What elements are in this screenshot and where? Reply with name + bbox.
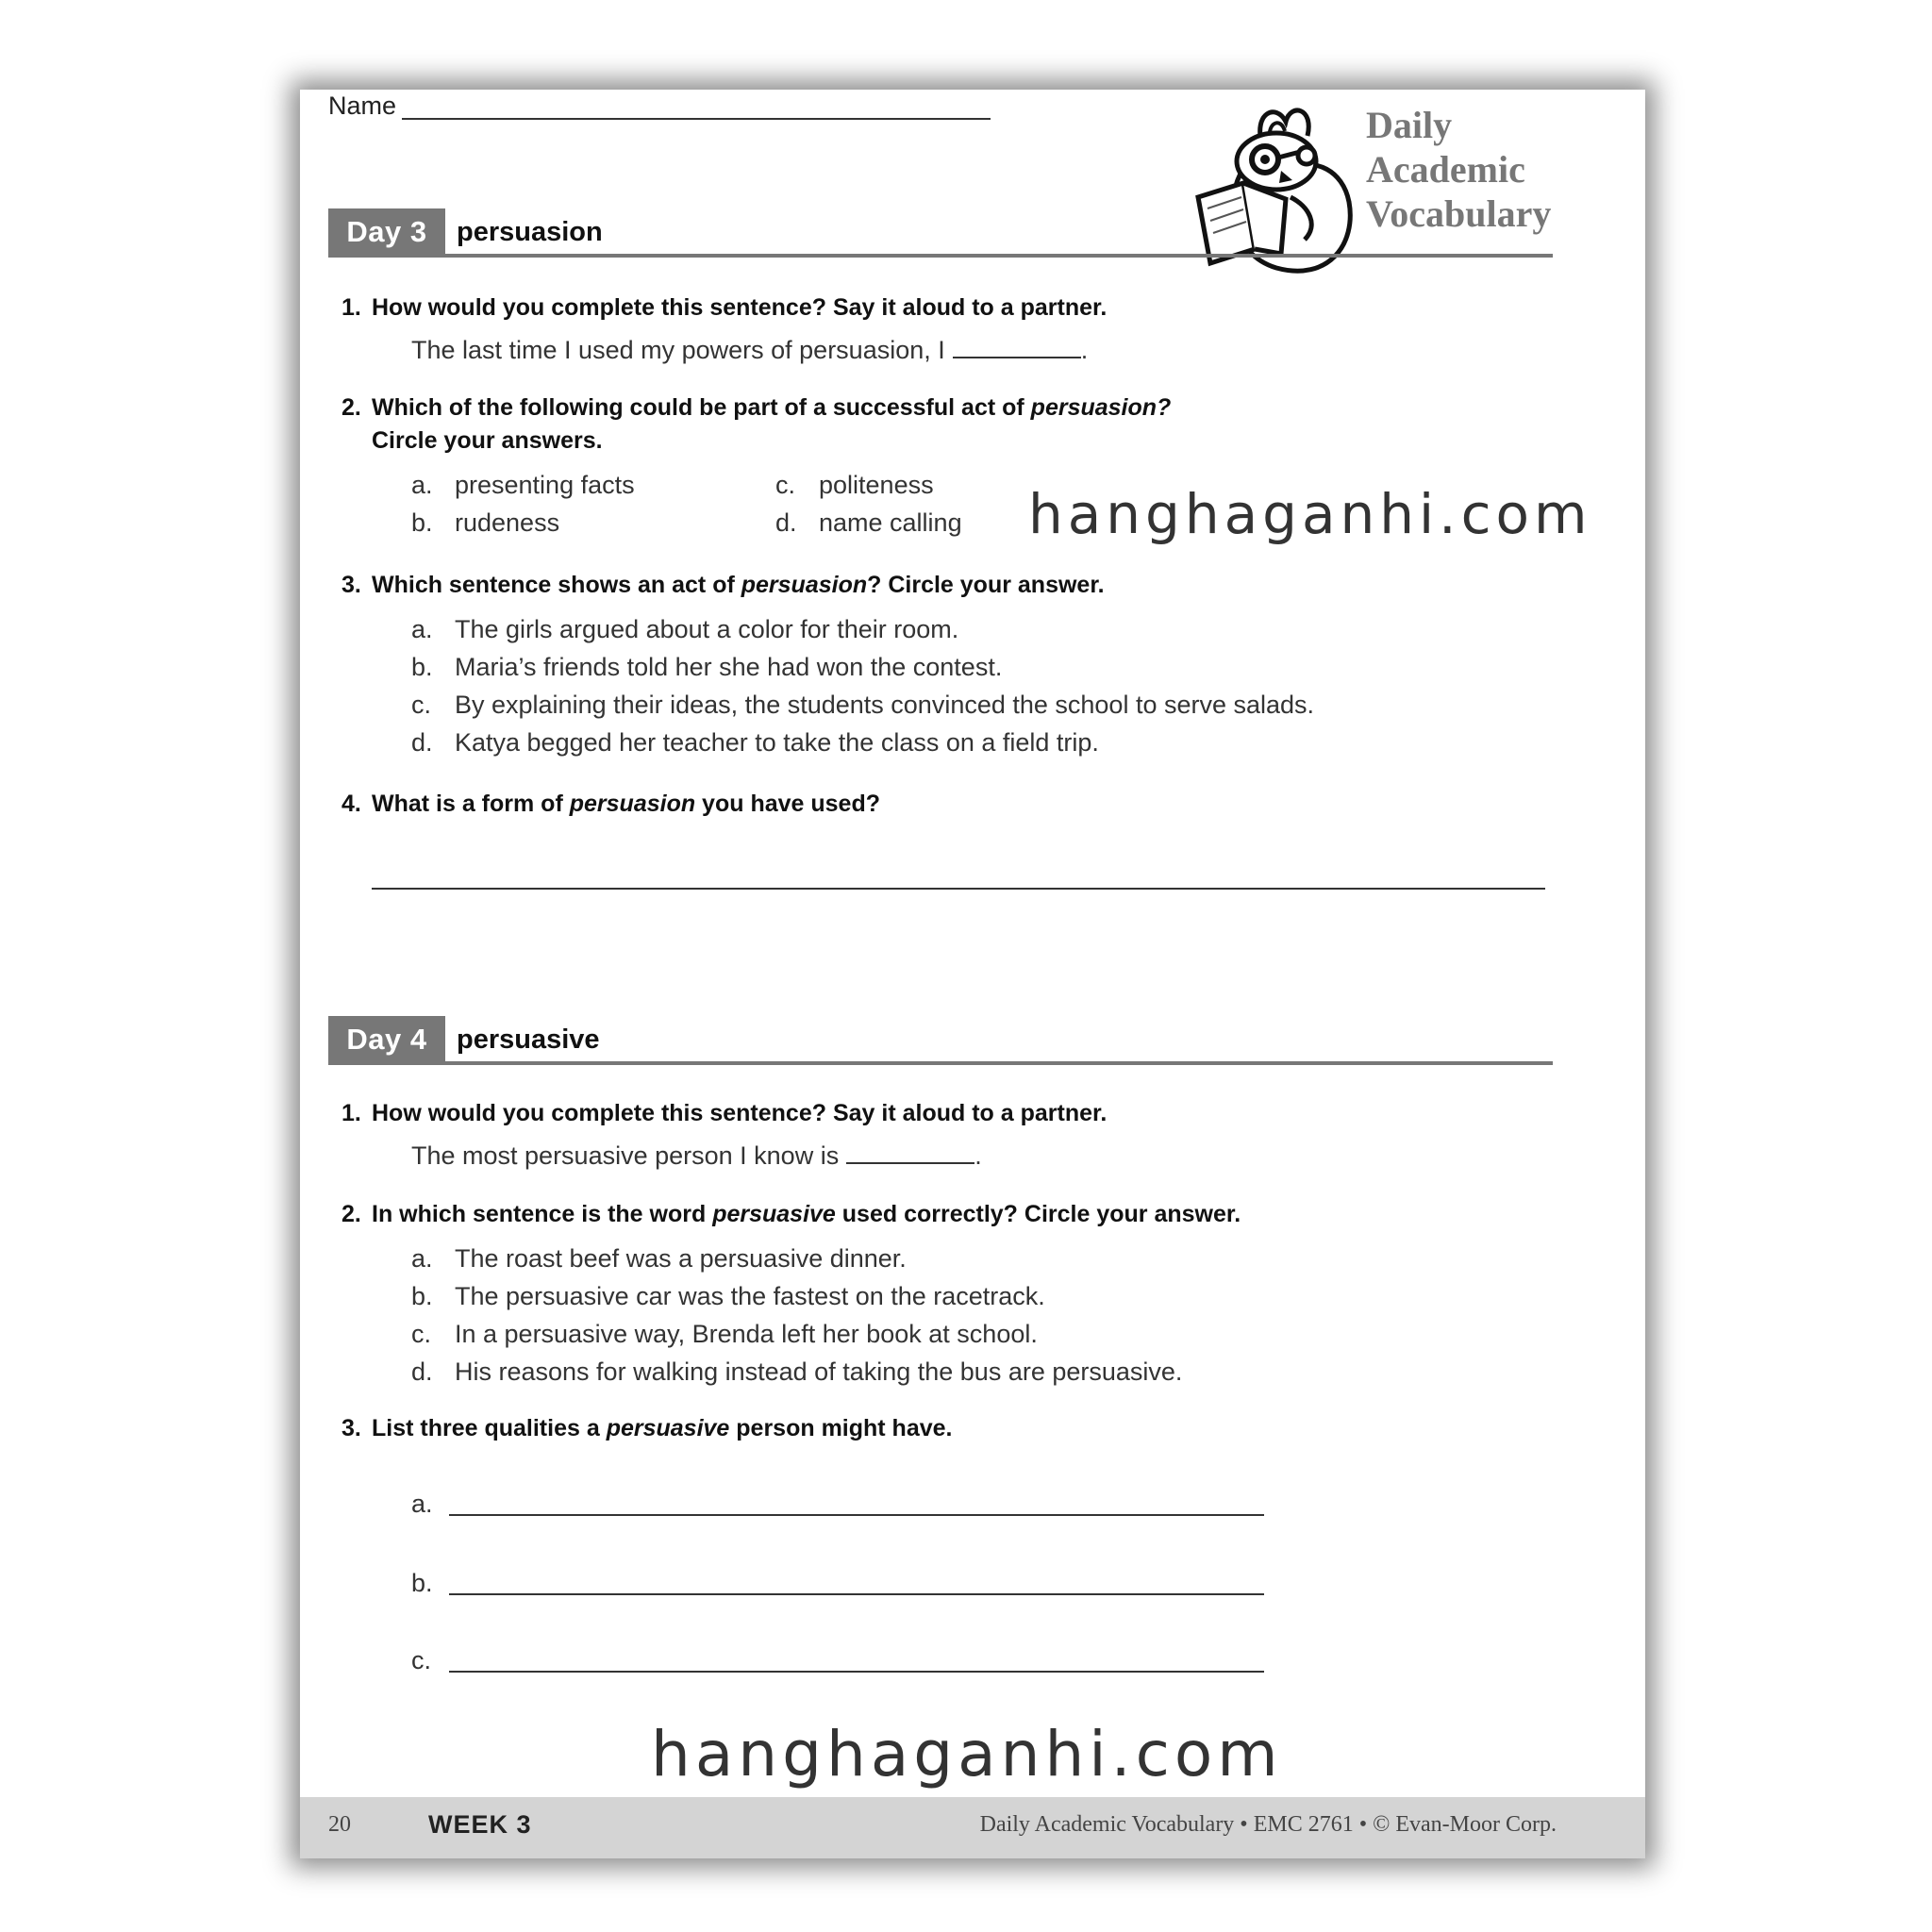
day4-q3-letter-c: c. <box>411 1646 432 1674</box>
day3-q2-option-c[interactable] <box>775 467 934 503</box>
day3-q1 <box>341 291 1107 325</box>
day4-q3-em: persuasive <box>606 1415 730 1441</box>
day4-header <box>328 1016 1553 1063</box>
day3-q3-option-a[interactable] <box>411 611 958 647</box>
footer-bar <box>300 1797 1645 1858</box>
option-text: The roast beef was a persuasive dinner. <box>455 1244 907 1273</box>
day4-q3-answer-line-c[interactable] <box>449 1671 1264 1673</box>
day3-q2-num: 2. <box>341 394 361 421</box>
day3-header <box>328 208 1553 256</box>
day4-q3-answer-line-b[interactable] <box>449 1593 1264 1595</box>
day4-q2-option-c[interactable] <box>411 1316 1038 1352</box>
option-letter: c. <box>411 1320 432 1348</box>
day4-q2-num: 2. <box>341 1201 361 1227</box>
option-text: rudeness <box>455 508 560 537</box>
day4-q3-answer-line-a[interactable] <box>449 1514 1264 1516</box>
day3-word: persuasion <box>457 217 603 247</box>
page-number: 20 <box>328 1812 351 1837</box>
option-letter: c. <box>411 691 432 719</box>
day4-rule <box>328 1061 1553 1065</box>
day4-q3-post: person might have. <box>729 1415 953 1441</box>
option-letter: a. <box>411 471 433 499</box>
logo-line-daily: Daily <box>1366 104 1453 146</box>
day3-q2 <box>341 391 1171 425</box>
day4-word: persuasive <box>457 1024 600 1055</box>
option-text: His reasons for walking instead of taking the bus are persuasive. <box>455 1357 1183 1386</box>
day3-q4-post: you have used? <box>695 791 880 817</box>
day4-tag: Day 4 <box>328 1016 445 1063</box>
day4-q2-option-d[interactable] <box>411 1354 1182 1390</box>
day3-q3-num: 3. <box>341 572 361 598</box>
day3-q4-answer-line[interactable] <box>372 888 1545 890</box>
option-text: By explaining their ideas, the students convinced the school to serve salads. <box>455 691 1315 719</box>
day4-q2-option-b[interactable] <box>411 1278 1045 1314</box>
day4-q2 <box>341 1198 1241 1231</box>
option-letter: c. <box>775 471 796 499</box>
option-letter: a. <box>411 615 433 643</box>
day3-q2-option-a[interactable] <box>411 467 635 503</box>
option-text: name calling <box>819 508 962 537</box>
day4-q3-letter-a: a. <box>411 1490 433 1518</box>
day3-q1-end: . <box>1080 336 1089 364</box>
name-line[interactable] <box>402 118 991 120</box>
day3-q2-line2: Circle your answers. <box>372 427 603 454</box>
option-text: politeness <box>819 471 934 499</box>
day4-q2-option-a[interactable] <box>411 1241 907 1276</box>
day3-q1-prompt: The last time I used my powers of persuasion, I <box>411 336 945 364</box>
day3-q3-option-c[interactable] <box>411 687 1314 723</box>
day4-q3-pre: List three qualities a <box>372 1415 607 1441</box>
option-letter: b. <box>411 653 433 681</box>
option-text: Maria’s friends told her she had won the contest. <box>455 653 1003 681</box>
footer-credit: Daily Academic Vocabulary • EMC 2761 • © Evan-Moor Corp. <box>979 1812 1557 1837</box>
option-text: The girls argued about a color for their room. <box>455 615 959 643</box>
option-letter: b. <box>411 1282 433 1310</box>
day4-q2-em: persuasive <box>712 1201 836 1227</box>
option-text: The persuasive car was the fastest on the racetrack. <box>455 1282 1045 1310</box>
day3-q3-em: persuasion <box>741 572 868 598</box>
option-letter: d. <box>411 1357 433 1386</box>
day3-q3-option-d[interactable] <box>411 724 1099 760</box>
day3-tag: Day 3 <box>328 208 445 256</box>
option-text: Katya begged her teacher to take the class on a field trip. <box>455 728 1099 757</box>
day3-q3-pre: Which sentence shows an act of <box>372 572 741 598</box>
day3-q3-option-b[interactable] <box>411 649 1002 685</box>
day3-q3-post: ? Circle your answer. <box>867 572 1105 598</box>
watermark-bottom: hanghaganhi.com <box>651 1718 1283 1790</box>
option-letter: b. <box>411 508 433 537</box>
day4-q1-text: How would you complete this sentence? Say it aloud to a partner. <box>372 1100 1108 1126</box>
watermark-top: hanghaganhi.com <box>1028 482 1592 546</box>
day3-q4 <box>341 788 880 821</box>
day3-q1-num: 1. <box>341 294 361 321</box>
day4-q3 <box>341 1412 953 1445</box>
day3-rule <box>328 254 1553 258</box>
option-letter: d. <box>411 728 433 757</box>
day4-q1-prompt: The most persuasive person I know is <box>411 1141 840 1170</box>
day4-q1-blank[interactable] <box>846 1160 974 1164</box>
day4-q2-post: used correctly? Circle your answer. <box>835 1201 1241 1227</box>
day4-q3-letter-b: b. <box>411 1569 433 1597</box>
option-text: In a persuasive way, Brenda left her book at school. <box>455 1320 1038 1348</box>
day3-q2-em: persuasion <box>1030 394 1158 421</box>
day3-q1-text: How would you complete this sentence? Say it aloud to a partner. <box>372 294 1108 321</box>
day4-q1-num: 1. <box>341 1100 361 1126</box>
day4-q1-prompt-row <box>411 1139 982 1173</box>
day4-q1 <box>341 1097 1107 1130</box>
day3-q4-em: persuasion <box>569 791 696 817</box>
week-label: WEEK 3 <box>428 1810 532 1839</box>
worksheet-page <box>300 90 1645 1858</box>
day4-q1-end: . <box>974 1141 982 1170</box>
day3-q4-pre: What is a form of <box>372 791 570 817</box>
day3-q2-pre: Which of the following could be part of a successful act of <box>372 394 1031 421</box>
day3-q2-post: ? <box>1157 394 1172 421</box>
day3-q4-num: 4. <box>341 791 361 817</box>
day4-q2-pre: In which sentence is the word <box>372 1201 713 1227</box>
day3-q1-blank[interactable] <box>953 355 1081 358</box>
option-letter: a. <box>411 1244 433 1273</box>
option-text: presenting facts <box>455 471 635 499</box>
day3-q2-option-b[interactable] <box>411 505 559 541</box>
logo-line-academic: Academic <box>1366 148 1525 191</box>
option-letter: d. <box>775 508 797 537</box>
name-label: Name <box>328 92 397 120</box>
day3-q1-prompt-row <box>411 333 1088 367</box>
day4-q3-num: 3. <box>341 1415 361 1441</box>
logo-line-vocabulary: Vocabulary <box>1366 192 1552 235</box>
day3-q3 <box>341 569 1105 602</box>
day3-q2-option-d[interactable] <box>775 505 962 541</box>
